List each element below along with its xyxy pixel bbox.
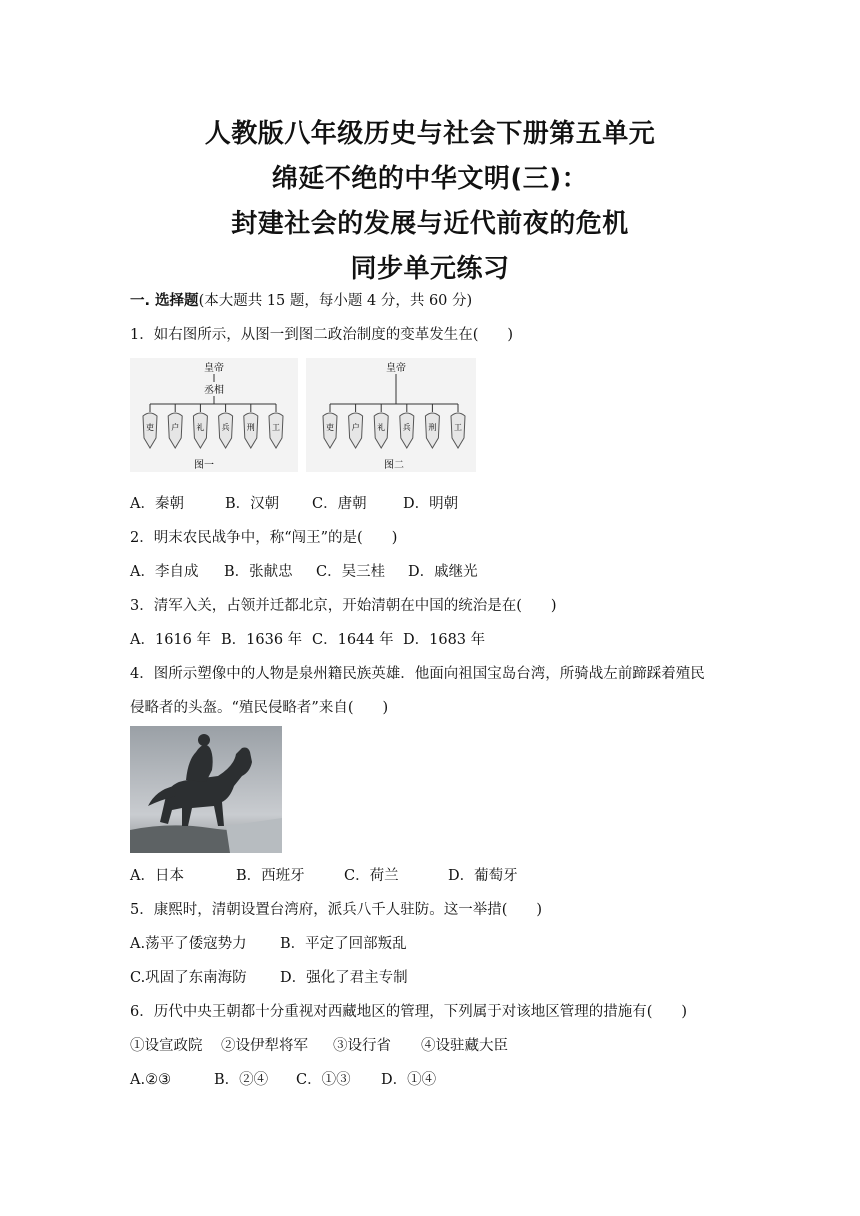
option-d[interactable]: D．戚继光 — [408, 564, 478, 580]
question-6-items — [130, 1037, 508, 1055]
figure-2-diagram — [306, 358, 476, 472]
option-a[interactable]: A．1616 年 — [130, 632, 211, 648]
question-5-stem: 5．康熙时，清朝设置台湾府，派兵八千人驻防。这一举措( ) — [130, 902, 543, 918]
option-a[interactable]: A．秦朝 — [130, 496, 184, 512]
statue-image — [130, 726, 282, 853]
option-b[interactable]: B．汉朝 — [225, 496, 280, 512]
fig1-caption: 图一 — [194, 460, 214, 471]
section-title: 一. 选择题 — [130, 293, 199, 309]
item-3: ③设行省 — [333, 1038, 391, 1054]
section-heading — [130, 292, 472, 310]
question-5-options-row-1 — [130, 935, 407, 953]
option-c[interactable]: C．唐朝 — [312, 496, 367, 512]
title-line-3: 封建社会的发展与近代前夜的危机 — [231, 209, 629, 239]
option-c[interactable]: C．吴三桂 — [316, 564, 386, 580]
question-2-options — [130, 563, 478, 581]
question-5-options-row-2 — [130, 969, 408, 987]
question-1-stem: 1．如右图所示，从图一到图二政治制度的变革发生在( ) — [130, 327, 514, 343]
fig2-emperor-label: 皇帝 — [386, 363, 406, 374]
title-line-1: 人教版八年级历史与社会下册第五单元 — [204, 119, 656, 149]
question-3-stem: 3．清军入关，占领并迁都北京，开始清朝在中国的统治是在( ) — [130, 598, 557, 614]
fig2-ministry-label: 兵 — [402, 423, 411, 432]
option-a[interactable]: A．李自成 — [130, 564, 199, 580]
section-description: (本大题共 15 题，每小题 4 分，共 60 分) — [198, 293, 473, 309]
option-d[interactable]: D．1683 年 — [403, 632, 486, 648]
option-b[interactable]: B．1636 年 — [221, 632, 303, 648]
fig2-caption: 图二 — [384, 460, 404, 471]
option-b[interactable]: B．②④ — [214, 1072, 269, 1088]
fig1-ministry-label: 刑 — [246, 423, 255, 432]
question-2-stem: 2．明末农民战争中，称“闯王”的是( ) — [130, 530, 398, 546]
fig1-ministry-label: 兵 — [221, 423, 230, 432]
fig1-emperor-label: 皇帝 — [204, 363, 224, 374]
question-4-options — [130, 867, 518, 885]
item-2: ②设伊犁将军 — [221, 1038, 308, 1054]
fig2-ministry-label: 刑 — [428, 423, 437, 432]
option-c[interactable]: C．①③ — [296, 1072, 351, 1088]
fig1-chancellor-label: 丞相 — [204, 385, 224, 396]
question-6-options — [130, 1071, 436, 1089]
question-4-stem-line-1: 4．图所示塑像中的人物是泉州籍民族英雄．他面向祖国宝岛台湾，所骑战左前蹄踩着殖民 — [130, 666, 705, 682]
option-d[interactable]: D．明朝 — [403, 496, 459, 512]
question-3-options — [130, 631, 485, 649]
option-d[interactable]: D．①④ — [381, 1072, 437, 1088]
question-4-stem-line-2: 侵略者的头盔。“殖民侵略者”来自( ) — [130, 700, 389, 716]
option-c[interactable]: C．荷兰 — [344, 868, 399, 884]
option-d[interactable]: D．葡萄牙 — [448, 868, 518, 884]
title-line-4: 同步单元练习 — [350, 254, 510, 284]
option-b[interactable]: B．西班牙 — [236, 868, 305, 884]
fig2-ministry-label: 吏 — [326, 423, 334, 432]
title-line-2: 绵延不绝的中华文明(三)： — [271, 164, 589, 194]
question-1-options — [130, 495, 458, 513]
option-a[interactable]: A.荡平了倭寇势力 — [130, 936, 247, 952]
fig1-ministry-label: 户 — [171, 423, 180, 432]
item-1: ①设宣政院 — [130, 1038, 203, 1054]
option-c[interactable]: C．1644 年 — [312, 632, 394, 648]
option-a[interactable]: A．日本 — [130, 868, 184, 884]
option-d[interactable]: D．强化了君主专制 — [280, 970, 408, 986]
item-4: ④设驻藏大臣 — [421, 1038, 508, 1054]
option-a[interactable]: A.②③ — [130, 1072, 172, 1088]
option-b[interactable]: B．张献忠 — [224, 564, 293, 580]
figure-1-diagram — [130, 358, 298, 472]
question-6-stem: 6．历代中央王朝都十分重视对西藏地区的管理，下列属于对该地区管理的措施有( ) — [130, 1004, 688, 1020]
fig1-ministry-label: 工 — [272, 423, 280, 432]
fig2-ministry-label: 礼 — [377, 423, 386, 432]
option-b[interactable]: B．平定了回部叛乱 — [280, 936, 407, 952]
fig1-ministry-label: 礼 — [196, 423, 205, 432]
fig2-ministry-label: 户 — [351, 423, 360, 432]
option-c[interactable]: C.巩固了东南海防 — [130, 970, 247, 986]
fig1-ministry-label: 吏 — [146, 423, 154, 432]
fig2-ministry-label: 工 — [454, 423, 462, 432]
